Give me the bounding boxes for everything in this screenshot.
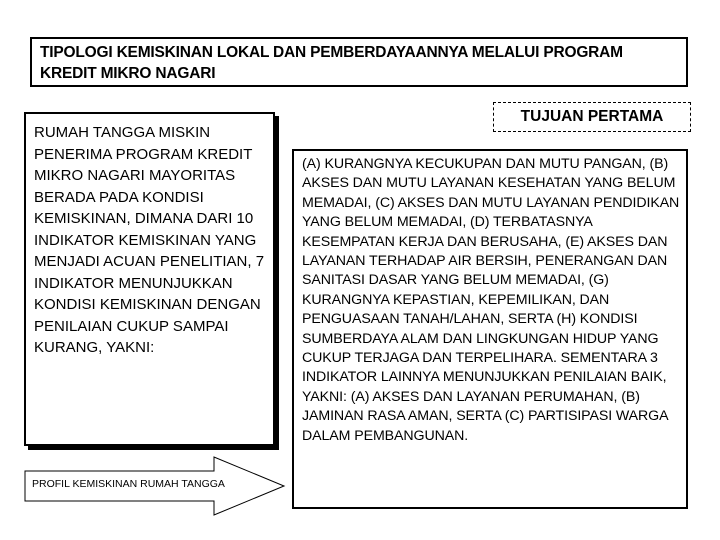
summary-box: RUMAH TANGGA MISKIN PENERIMA PROGRAM KREDIT MIKRO NAGARI MAYORITAS BERADA PADA KONDISI KEMISKINAN, DIMANA DARI 10 INDIKATOR KEMISKINAN YANG MENJADI ACUAN PENELITIAN, 7 INDIKATOR MENUNJUKKAN KONDISI KEMISKINAN DENGAN PENILAIAN CUKUP SAMPAI KURANG, YAKNI: [24,112,275,446]
indicator-text-box: (A) KURANGNYA KECUKUPAN DAN MUTU PANGAN, (B) AKSES DAN MUTU LAYANAN KESEHATAN YANG BELUM MEMADAI, (C) AKSES DAN MUTU LAYANAN PENDIDIKAN YANG BELUM MEMADAI, (D) TERBATASNYA KESEMPATAN KERJA DAN BERUSAHA, (E) AKSES DAN LAYANAN TERHADAP AIR BERSIH, PENERANGAN DAN SANITASI DASAR YANG BELUM MEMADAI, (G) KURANGNYA KEPASTIAN, KEPEMILIKAN, DAN PENGUASAAN TANAH/LAHAN, SERTA (H) KONDISI SUMBERDAYA ALAM DAN LINGKUNGAN HIDUP YANG CUKUP TERJAGA DAN TERPELIHARA. SEMENTARA 3 INDIKATOR LAINNYA MENUNJUKKAN PENILAIAN BAIK, YAKNI: (A) AKSES DAN LAYANAN PERUMAHAN, (B) JAMINAN RASA AMAN, SERTA (C) PARTISIPASI WARGA DALAM PEMBANGUNAN. [292,149,688,509]
page-title: TIPOLOGI KEMISKINAN LOKAL DAN PEMBERDAYAANNYA MELALUI PROGRAM KREDIT MIKRO NAGARI [30,37,688,87]
tujuan-label: TUJUAN PERTAMA [493,102,691,132]
arrow-label: PROFIL KEMISKINAN RUMAH TANGGA [32,478,225,490]
